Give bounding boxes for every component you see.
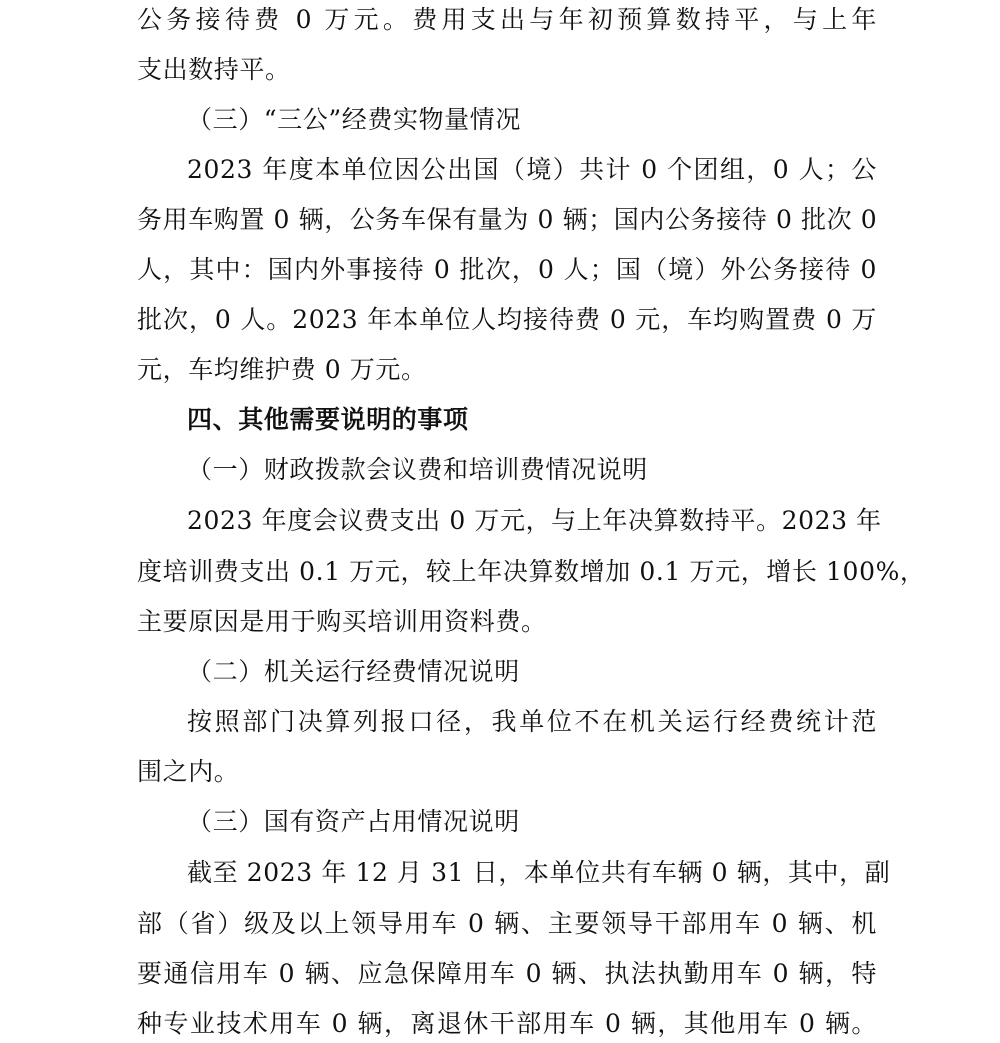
paragraph-line-10: 主要原因是用于购买培训用资料费。 xyxy=(137,607,547,636)
paragraph-line-13: 截至 2023 年 12 月 31 日，本单位共有车辆 0 辆，其中，副 xyxy=(187,858,891,887)
paragraph-line-11: 按照部门决算列报口径，我单位不在机关运行经费统计范 xyxy=(187,707,877,736)
subsection-heading-meeting-training: （一）财政拨款会议费和培训费情况说明 xyxy=(187,455,648,484)
subsection-heading-state-assets: （三）国有资产占用情况说明 xyxy=(187,807,520,836)
paragraph-line-15: 要通信用车 0 辆、应急保障用车 0 辆、执法执勤用车 0 辆，特 xyxy=(137,959,877,988)
paragraph-line-12: 围之内。 xyxy=(137,757,240,786)
paragraph-line-1: 公务接待费 0 万元。费用支出与年初预算数持平，与上年 xyxy=(137,5,877,34)
paragraph-line-8: 2023 年度会议费支出 0 万元，与上年决算数持平。2023 年 xyxy=(187,506,882,535)
paragraph-line-14: 部（省）级及以上领导用车 0 辆、主要领导干部用车 0 辆、机 xyxy=(137,909,877,938)
paragraph-line-9: 度培训费支出 0.1 万元，较上年决算数增加 0.1 万元，增长 100%， xyxy=(137,557,926,586)
subsection-heading-operating-funds: （二）机关运行经费情况说明 xyxy=(187,657,520,686)
paragraph-line-3: 2023 年度本单位因公出国（境）共计 0 个团组，0 人；公 xyxy=(187,155,877,184)
section-heading-other-matters: 四、其他需要说明的事项 xyxy=(187,405,469,434)
subsection-heading-san-gong-physical: （三）“三公”经费实物量情况 xyxy=(187,105,521,134)
paragraph-line-7: 元，车均维护费 0 万元。 xyxy=(137,355,427,384)
paragraph-line-2: 支出数持平。 xyxy=(137,55,291,84)
paragraph-line-16: 种专业技术用车 0 辆，离退休干部用车 0 辆，其他用车 0 辆。 xyxy=(137,1009,877,1038)
paragraph-line-6: 批次，0 人。2023 年本单位人均接待费 0 元，车均购置费 0 万 xyxy=(137,305,877,334)
paragraph-line-5: 人，其中：国内外事接待 0 批次，0 人；国（境）外公务接待 0 xyxy=(137,255,877,284)
paragraph-line-4: 务用车购置 0 辆，公务车保有量为 0 辆；国内公务接待 0 批次 0 xyxy=(137,205,878,234)
